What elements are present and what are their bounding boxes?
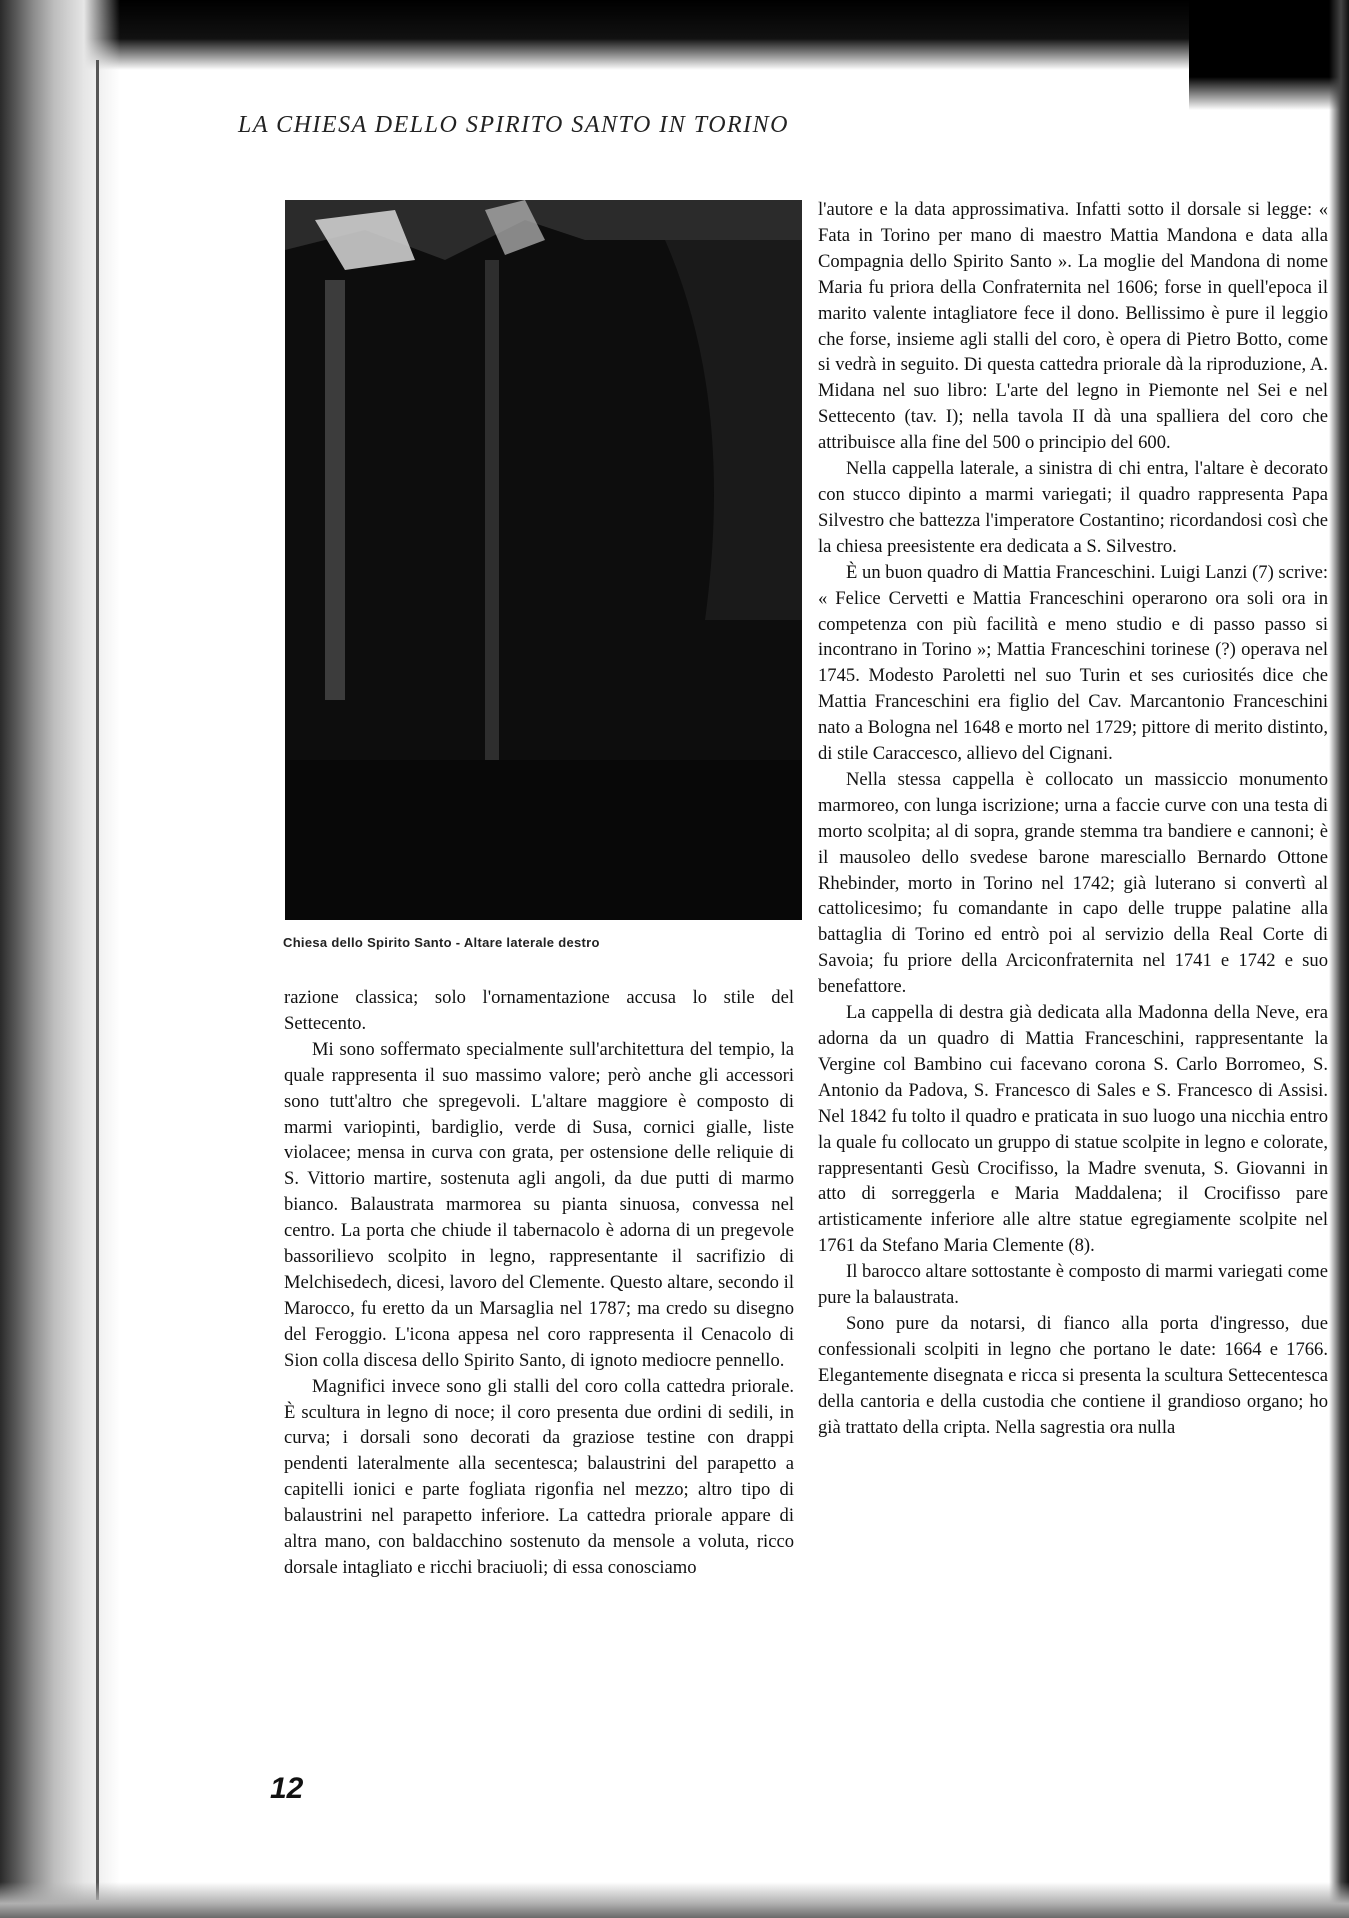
- scan-top-right-shadow: [1189, 0, 1349, 110]
- running-head: LA CHIESA DELLO SPIRITO SANTO IN TORINO: [238, 112, 790, 138]
- paragraph: razione classica; solo l'ornamentazione accusa lo stile del Settecento.: [284, 987, 794, 1034]
- scan-left-gutter: [0, 0, 120, 1918]
- altar-photograph: [285, 200, 802, 920]
- right-text-column: [818, 197, 1328, 1441]
- paragraph: Il barocco altare sottostante è composto di marmi variegati come pure la balaustrata.: [818, 1261, 1328, 1309]
- paragraph: È un buon quadro di Mattia Franceschini. Luigi Lanzi (7) scrive: « Felice Cervetti e Mattia Franceschini operarono ora soli ora in competenza con più facilità e meno studio e di passo passo si incontrano in Torino »; Mattia Franceschini torinese (?) operava nel 1745. Modesto Paroletti nel suo Turin et ses curiosités dice che Mattia Franceschini era figlio del Cav. Marcantonio Franceschini nato a Bologna nel 1648 e morto nel 1729; pittore di merito distinto, di stile Caraccesco, allievo del Cignani.: [818, 561, 1328, 765]
- paragraph: Magnifici invece sono gli stalli del coro colla cattedra priorale. È scultura in legno di noce; il coro presenta due ordini di sedili, in curva; i dorsali sono decorati da graziose testine con drappi pendenti lateralmente alla secentesca; balaustrini del parapetto a capitelli ionici e parte fogliata rigonfia nel mezzo; altro tipo di balaustrini nel parapetto inferiore. La cattedra priorale appare di altra mano, con baldacchino sostenuto da mensole a voluta, ricco dorsale intagliato e ricchi braciuoli; di essa conosciamo: [284, 1375, 794, 1578]
- page-number: 12: [270, 1772, 304, 1805]
- paragraph: Nella cappella laterale, a sinistra di chi entra, l'altare è decorato con stucco dipinto a marmi variegati; il quadro rappresenta Papa Silvestro che battezza l'imperatore Costantino; ricordandosi così che la chiesa preesistente era dedicata a S. Silvestro.: [818, 458, 1328, 557]
- paragraph: Mi sono soffermato specialmente sull'architettura del tempio, la quale rappresenta il suo massimo valore; però anche gli accessori sono tutt'altro che spregevoli. L'altare maggiore è composto di marmi variopinti, bardiglio, verde di Susa, cornici gialle, liste violacee; mensa in curva con grata, per ostensione delle reliquie di S. Vittorio martire, sostenuta agli angoli, da due putti di marmo bianco. Balaustrata marmorea su pianta sinuosa, convessa nel centro. La porta che chiude il tabernacolo è adorna di un pregevole bassorilievo scolpito in legno, rappresentante il sacrifizio di Melchisedech, dicesi, lavoro del Clemente. Questo altare, secondo il Marocco, fu eretto da un Marsaglia nel 1787; ma credo su disegno del Feroggio. L'icona appesa nel coro rappresenta il Cenacolo di Sion colla discesa dello Spirito Santo, di ignoto mediocre pennello.: [284, 1038, 794, 1371]
- photo-caption: Chiesa dello Spirito Santo - Altare laterale destro: [283, 935, 600, 950]
- paragraph: Nella stessa cappella è collocato un massiccio monumento marmoreo, con lunga iscrizione; urna a faccie curve con una testa di morto scolpita; al di sopra, grande stemma tra bandiere e cannoni; è il mausoleo dello svedese barone maresciallo Bernardo Ottone Rhebinder, morto in Torino nel 1742; già luterano si convertì al cattolicesimo; fu comandante in capo delle truppe palatine alla battaglia di Torino ed entrò poi al servizio della Real Corte di Savoia; fu priore della Arciconfraternita nel 1741 e 1742 e suo benefattore.: [818, 768, 1328, 998]
- scan-right-edge: [1329, 0, 1349, 1918]
- scan-top-edge: [0, 0, 1349, 70]
- scan-bottom-edge: [0, 1882, 1349, 1918]
- paragraph: l'autore e la data approssimativa. Infatti sotto il dorsale si legge: « Fata in Torino per mano di maestro Mattia Mandona e data alla Compagnia dello Spirito Santo ». La moglie del Mandona di nome Maria fu priora della Confraternita nel 1606; forse in quell'epoca il marito valente intagliatore fece il dono. Bellissimo è pure il leggio che forse, insieme agli stalli del coro, è opera di Pietro Botto, come si vedrà in seguito. Di questa cattedra priorale dà la riproduzione, A. Midana nel suo libro: L'arte del legno in Piemonte nel Sei e nel Settecento (tav. I); nella tavola II dà una spalliera del coro che attribuisce alla fine del 500 o principio del 600.: [818, 199, 1328, 454]
- altar-photo-image: [285, 200, 802, 920]
- left-text-column: [284, 985, 794, 1581]
- paragraph: La cappella di destra già dedicata alla Madonna della Neve, era adorna da un quadro di Mattia Franceschini, rappresentante la Vergine col Bambino cui facevano corona S. Carlo Borromeo, S. Antonio da Padova, S. Francesco di Sales e S. Francesco di Assisi. Nel 1842 fu tolto il quadro e praticata in suo luogo una nicchia entro la quale fu collocato un gruppo di statue scolpite in legno e colorate, rappresentanti Gesù Crocifisso, la Madre svenuta, S. Giovanni in atto di sorreggerla e Maria Maddalena; il Crocifisso pare artisticamente inferiore alle altre statue egregiamente scolpite nel 1761 da Stefano Maria Clemente (8).: [818, 1002, 1328, 1257]
- scan-binding-line: [96, 60, 99, 1900]
- paragraph: Sono pure da notarsi, di fianco alla porta d'ingresso, due confessionali scolpiti in legno che portano le date: 1664 e 1766. Elegantemente disegnata e ricca si presenta la scultura Settecentesca della cantoria e della custodia che contiene il grandioso organo; ho già trattato della cripta. Nella sagrestia ora nulla: [818, 1312, 1328, 1438]
